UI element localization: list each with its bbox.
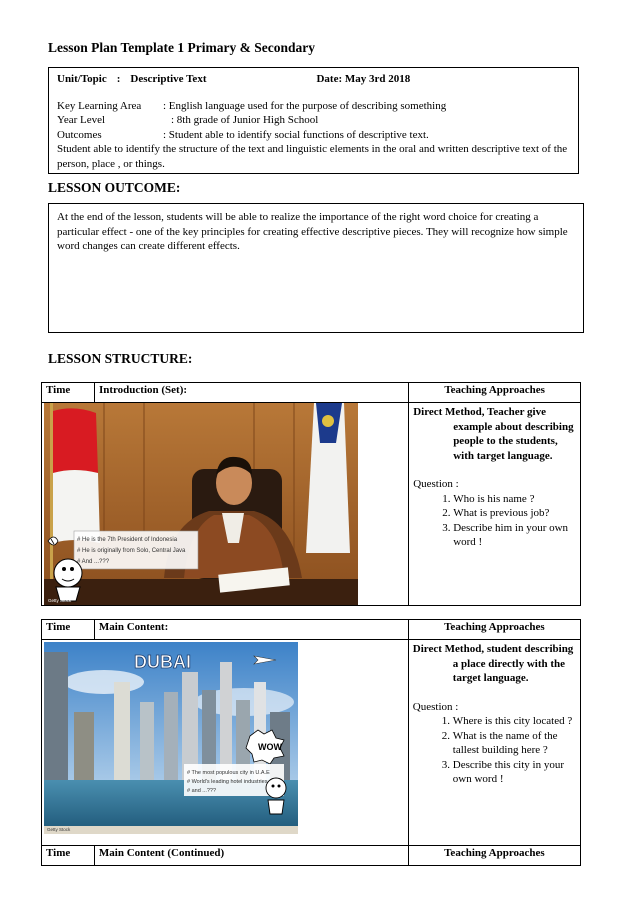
main-content-method	[413, 642, 576, 686]
president-photo	[44, 403, 358, 605]
question-item: 2. What is previous job?	[453, 506, 576, 521]
main-content-row	[42, 640, 581, 846]
time-header: Time	[42, 383, 95, 403]
caption-line-1: # He is the 7th President of Indonesia	[77, 537, 178, 543]
lesson-structure-heading: LESSON STRUCTURE:	[48, 351, 193, 366]
key-learning-area-row	[57, 99, 570, 114]
main-content-header-row	[42, 620, 581, 640]
watermark-2: Getty Stock	[47, 827, 71, 832]
dubai-title: DUBAI	[134, 652, 191, 672]
outcomes-value: : Student able to identify social functions of descriptive text.	[163, 128, 429, 141]
dubai-caption-2: # World's leading hotel industries	[187, 779, 268, 785]
introduction-question-label: Question :	[413, 478, 459, 490]
main-content-table	[41, 619, 581, 866]
time-header: Time	[42, 620, 95, 640]
kla-label: Key Learning Area	[57, 99, 142, 112]
year-label: Year Level	[57, 114, 106, 126]
question-item: 1. Who is his name ?	[453, 492, 576, 507]
main-content-approach-cell	[408, 640, 580, 846]
year-level-row	[57, 113, 570, 128]
introduction-question-list	[413, 492, 576, 550]
teaching-approaches-header: Teaching Approaches	[409, 383, 581, 403]
lesson-info-box	[48, 67, 579, 174]
president-image-cell	[42, 403, 409, 606]
year-value: : 8th grade of Junior High School	[171, 114, 319, 126]
dubai-photo	[44, 642, 298, 834]
unit-label: Unit/Topic	[57, 73, 107, 85]
dubai-image-cell	[42, 640, 409, 846]
lesson-outcome-heading: LESSON OUTCOME:	[48, 180, 181, 195]
introduction-approach-cell	[409, 403, 581, 606]
main-content-header: Main Content:	[94, 620, 408, 640]
unit-row	[57, 72, 570, 87]
continued-header-row	[42, 846, 581, 866]
introduction-header: Introduction (Set):	[94, 383, 408, 403]
question-item: 3. Describe him in your own word !	[453, 521, 576, 550]
dubai-caption-1: # The most populous city in U.A.E	[187, 770, 270, 776]
watermark-1: Getty Stock	[48, 598, 72, 603]
dubai-caption-3: # and ...???	[187, 788, 217, 794]
introduction-content-row	[42, 403, 581, 606]
introduction-header-row	[42, 383, 581, 403]
caption-line-2: # He is originally from Solo, Central Java	[77, 548, 186, 554]
question-item: 1. Where is this city located ?	[453, 714, 576, 729]
question-item: 3. Describe this city in your own word !	[453, 758, 576, 787]
question-item: 2. What is the name of the tallest building here ?	[453, 729, 576, 758]
introduction-method-text: Direct Method, Teacher give example about describing people to the students, with target language.	[413, 406, 574, 462]
lesson-date: Date: May 3rd 2018	[316, 73, 411, 85]
document-title: Lesson Plan Template 1 Primary & Secondary	[48, 40, 315, 55]
lesson-outcome-box	[48, 203, 584, 333]
outcomes-label: Outcomes	[57, 128, 102, 141]
lesson-outcome-text: At the end of the lesson, students will be able to realize the importance of the right word choice for creating a particular effect - one of the key principles for creating effective descriptive pieces. They will recognize how simple word changes can create different effects.	[57, 211, 568, 252]
caption-line-3: # And ...???	[77, 559, 110, 565]
main-content-question-label: Question :	[412, 700, 459, 713]
main-content-question-list	[413, 714, 576, 787]
main-content-method-text: Direct Method, student describing a place directly with the target language.	[412, 643, 574, 684]
wow-label: WOW	[258, 742, 282, 752]
introduction-table	[41, 382, 581, 606]
teaching-approaches-header: Teaching Approaches	[408, 620, 580, 640]
outcomes-row	[57, 128, 570, 143]
introduction-method	[413, 405, 576, 463]
unit-value: Descriptive Text	[130, 73, 207, 85]
kla-value: : English language used for the purpose of describing something	[163, 99, 447, 112]
teaching-approaches-header: Teaching Approaches	[408, 846, 580, 866]
continued-header: Main Content (Continued)	[94, 846, 408, 866]
outcomes-continued: Student able to identify the structure of the text and linguistic elements in the oral and written descriptive text of the person, place , or things.	[57, 143, 568, 170]
time-header: Time	[42, 846, 95, 866]
unit-separator: :	[116, 73, 121, 85]
